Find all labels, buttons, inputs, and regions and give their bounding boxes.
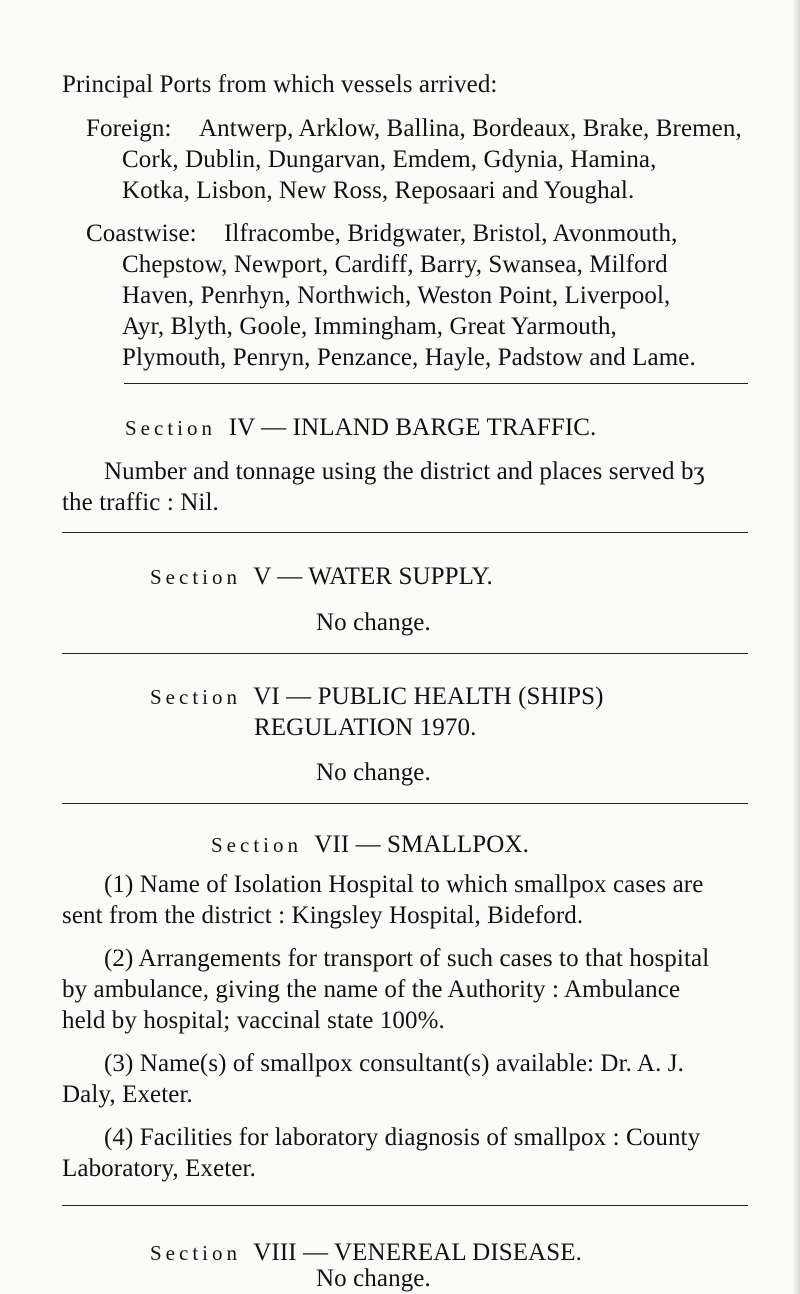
page-edge-shadow [792, 0, 800, 1294]
section-heading [150, 682, 604, 712]
smallpox-item-cont: Laboratory, Exeter. [62, 1155, 256, 1182]
section-body: No change. [316, 609, 431, 636]
section-title: VIII — VENEREAL DISEASE. [253, 1239, 583, 1266]
section-word: Section [150, 1241, 241, 1265]
section-heading [125, 413, 596, 443]
section-title: VI — PUBLIC HEALTH (SHIPS) [253, 683, 604, 710]
section-body-line: Number and tonnage using the district and places served bʒ [104, 458, 705, 485]
smallpox-item-cont: Daly, Exeter. [62, 1081, 193, 1108]
smallpox-item-cont: held by hospital; vaccinal state 100%. [62, 1007, 445, 1034]
smallpox-item: (1) Name of Isolation Hospital to which smallpox cases are [104, 871, 704, 898]
section-title: IV — INLAND BARGE TRAFFIC. [228, 414, 597, 441]
smallpox-item-cont: by ambulance, giving the name of the Authority : Ambulance [62, 976, 681, 1003]
ports-heading: Principal Ports from which vessels arrived: [62, 71, 498, 98]
foreign-label: Foreign: [86, 115, 172, 142]
divider [62, 532, 748, 533]
section-body-line: the traffic : Nil. [62, 489, 219, 516]
foreign-line: Kotka, Lisbon, New Ross, Reposaari and Youghal. [122, 177, 635, 204]
coastwise-line: Ayr, Blyth, Goole, Immingham, Great Yarmouth, [122, 313, 617, 340]
section-heading [150, 562, 493, 592]
foreign-line: Antwerp, Arklow, Ballina, Bordeaux, Brake, Bremen, [199, 115, 742, 142]
coastwise-line: Ilfracombe, Bridgwater, Bristol, Avonmouth, [224, 220, 678, 247]
foreign-line: Cork, Dublin, Dungarvan, Emdem, Gdynia, Hamina, [122, 146, 657, 173]
divider [124, 383, 748, 384]
coastwise-line: Haven, Penrhyn, Northwich, Weston Point, Liverpool, [122, 282, 671, 309]
smallpox-item: (3) Name(s) of smallpox consultant(s) available: Dr. A. J. [104, 1050, 684, 1077]
section-heading [211, 830, 529, 860]
section-title-line2: REGULATION 1970. [254, 714, 477, 741]
section-body: No change. [316, 1265, 431, 1292]
smallpox-item: (2) Arrangements for transport of such cases to that hospital [104, 945, 710, 972]
section-word: Section [150, 565, 241, 589]
section-word: Section [150, 685, 241, 709]
divider [62, 653, 748, 654]
section-word: Section [211, 833, 302, 857]
smallpox-item-cont: sent from the district : Kingsley Hospital, Bideford. [62, 902, 584, 929]
divider [62, 803, 748, 804]
divider [62, 1205, 748, 1206]
coastwise-label: Coastwise: [86, 220, 197, 247]
section-title: V — WATER SUPPLY. [253, 563, 493, 590]
section-body: No change. [316, 759, 431, 786]
section-title: VII — SMALLPOX. [314, 831, 529, 858]
smallpox-item: (4) Facilities for laboratory diagnosis of smallpox : County [104, 1124, 701, 1151]
section-word: Section [125, 416, 216, 440]
coastwise-line: Plymouth, Penryn, Penzance, Hayle, Padstow and Lame. [122, 344, 696, 371]
coastwise-line: Chepstow, Newport, Cardiff, Barry, Swansea, Milford [122, 251, 668, 278]
